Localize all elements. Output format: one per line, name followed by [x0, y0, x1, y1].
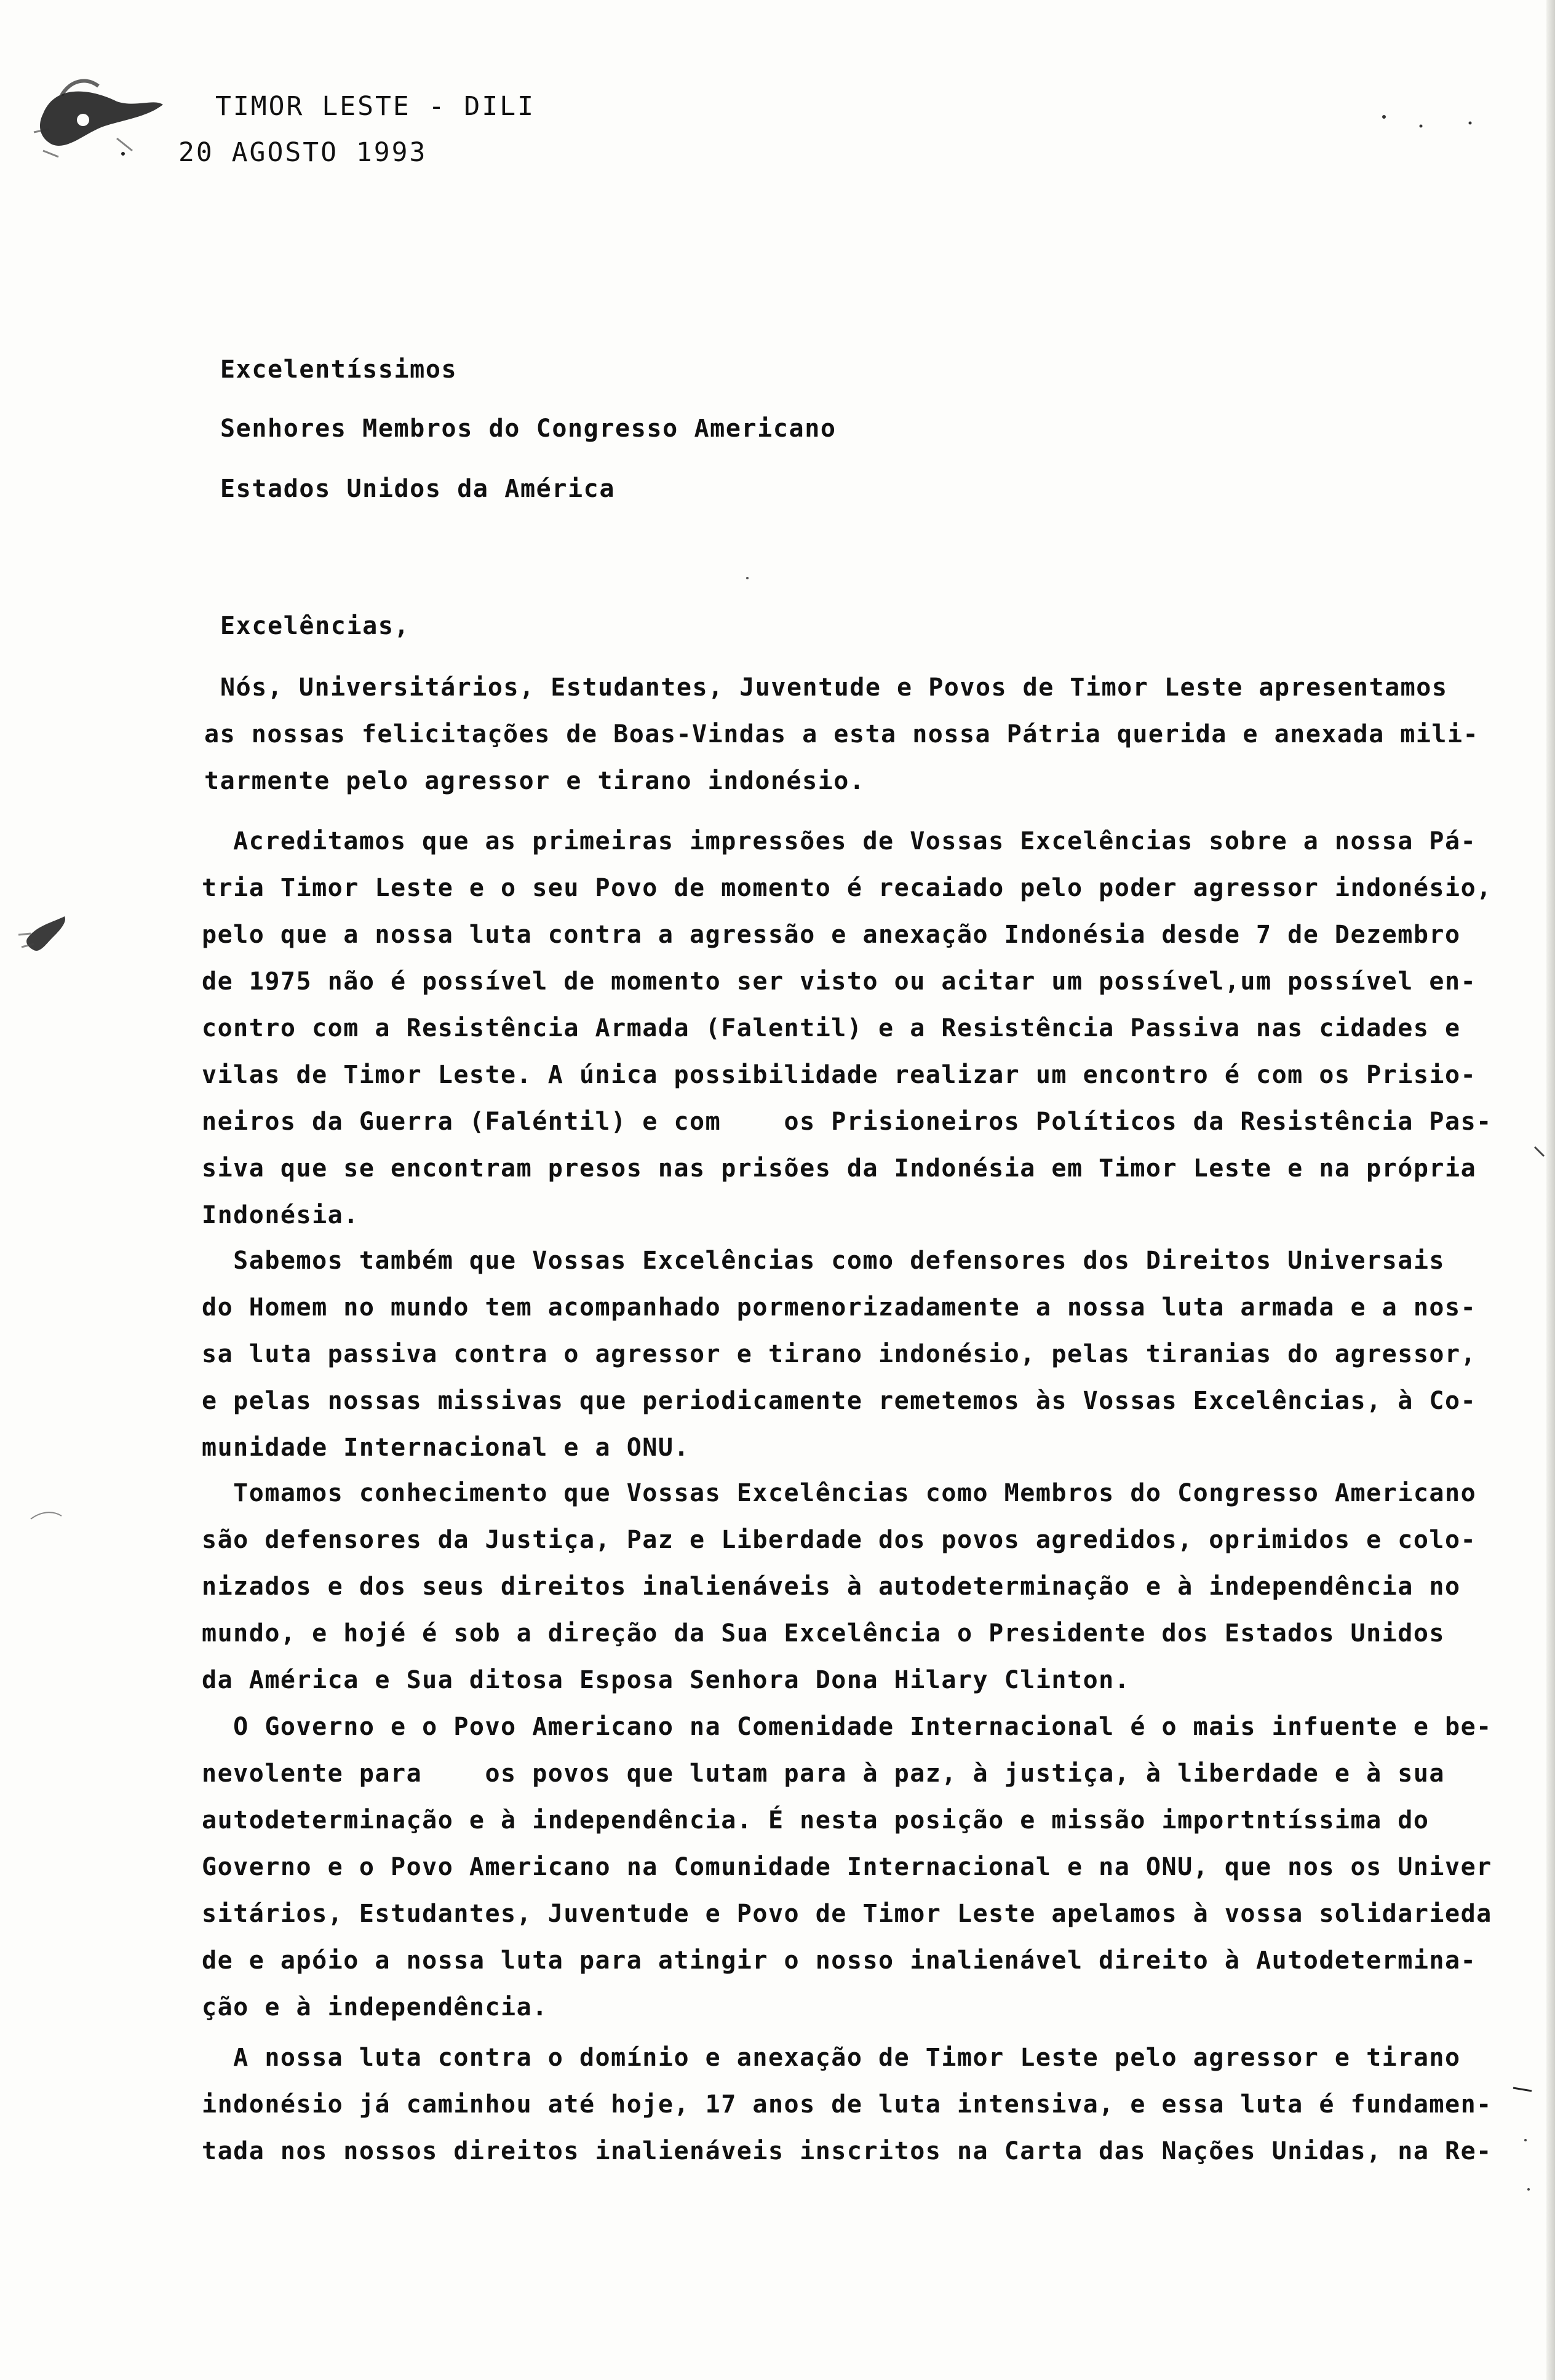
paragraph-4: [202, 1470, 1512, 1704]
paragraph-line: nevolente para os povos que lutam para à paz, à justiça, à liberdade e à sua: [202, 1759, 1445, 1788]
paragraph-line: mundo, e hojé é sob a direção da Sua Excelência o Presidente dos Estados Unidos: [202, 1619, 1445, 1648]
paragraph-line: O Governo e o Povo Americano na Comenidade Internacional é o mais infuente e be-: [202, 1713, 1492, 1741]
paragraph-1: [204, 664, 1530, 804]
paragraph-line: Governo e o Povo Americano na Comunidade Internacional e na ONU, que nos os Univer: [202, 1853, 1492, 1881]
address-line-1: Excelentíssimos: [220, 355, 458, 384]
paragraph-line: de e apóio a nossa luta para atingir o nosso inalienável direito à Autodetermina-: [202, 1946, 1477, 1975]
paragraph-line: pelo que a nossa luta contra a agressão e anexação Indonésia desde 7 de Dezembro: [202, 921, 1461, 949]
paragraph-line: indonésio já caminhou até hoje, 17 anos de luta intensiva, e essa luta é fundamen-: [202, 2090, 1492, 2119]
paragraph-line: munidade Internacional e a ONU.: [202, 1434, 690, 1462]
paragraph-line: contro com a Resistência Armada (Falentil) e a Resistência Passiva nas cidades e: [202, 1014, 1461, 1042]
paragraph-line: ção e à independência.: [202, 1993, 548, 2021]
paragraph-line: e pelas nossas missivas que periodicamente remetemos às Vossas Excelências, à Co-: [202, 1387, 1477, 1415]
paragraph-line: sa luta passiva contra o agressor e tirano indonésio, pelas tiranias do agressor,: [202, 1340, 1477, 1368]
paragraph-line: tria Timor Leste e o seu Povo de momento é recaiado pelo poder agressor indonésio,: [202, 874, 1492, 902]
paragraph-line: sitários, Estudantes, Juventude e Povo de Timor Leste apelamos à vossa solidarieda: [202, 1900, 1492, 1928]
paragraph-line: as nossas felicitações de Boas-Vindas a esta nossa Pátria querida e anexada mili-: [204, 720, 1479, 748]
paragraph-line: vilas de Timor Leste. A única possibilidade realizar um encontro é com os Prisio-: [202, 1061, 1477, 1089]
paragraph-line: Nós, Universitários, Estudantes, Juventude e Povos de Timor Leste apresentamos: [220, 673, 1448, 702]
page-edge-shadow: [1546, 0, 1555, 2380]
address-line-3: Estados Unidos da América: [220, 475, 616, 503]
paragraph-line: de 1975 não é possível de momento ser visto ou acitar um possível,um possível en-: [202, 967, 1477, 996]
paragraph-2: [202, 818, 1512, 1239]
paragraph-line: da América e Sua ditosa Esposa Senhora Dona Hilary Clinton.: [202, 1666, 1131, 1694]
paragraph-line: nizados e dos seus direitos inalienáveis à autodeterminação e à independência no: [202, 1573, 1461, 1601]
paragraph-line: autodeterminação e à independência. É nesta posição e missão importntíssima do: [202, 1806, 1430, 1835]
paragraph-3: [202, 1237, 1512, 1471]
paragraph-line: siva que se encontram presos nas prisões da Indonésia em Timor Leste e na própria: [202, 1154, 1477, 1183]
salutation: Excelências,: [220, 612, 410, 640]
header-date: 20 AGOSTO 1993: [178, 137, 428, 168]
paragraph-line: tada nos nossos direitos inalienáveis inscritos na Carta das Nações Unidas, na Re-: [202, 2137, 1492, 2165]
paragraph-line: são defensores da Justiça, Paz e Liberdade dos povos agredidos, oprimidos e colo-: [202, 1526, 1477, 1554]
paragraph-6: [202, 2034, 1512, 2175]
paragraph-5: [202, 1704, 1512, 2031]
ink-stamp-mark: [25, 58, 166, 163]
paragraph-line: Sabemos também que Vossas Excelências como defensores dos Direitos Universais: [202, 1247, 1445, 1275]
paragraph-line: Tomamos conhecimento que Vossas Excelências como Membros do Congresso Americano: [202, 1479, 1477, 1507]
ink-blot-mark: [15, 910, 83, 959]
header-place: TIMOR LESTE - DILI: [215, 91, 535, 122]
paragraph-line: Acreditamos que as primeiras impressões de Vossas Excelências sobre a nossa Pá-: [202, 827, 1477, 855]
paragraph-line: neiros da Guerra (Faléntil) e com os Prisioneiros Políticos da Resistência Pas-: [202, 1108, 1492, 1136]
paragraph-line: tarmente pelo agressor e tirano indonésio.: [204, 767, 865, 795]
paragraph-line: do Homem no mundo tem acompanhado pormenorizadamente a nossa luta armada e a nos-: [202, 1293, 1477, 1322]
paragraph-line: A nossa luta contra o domínio e anexação de Timor Leste pelo agressor e tirano: [202, 2044, 1461, 2072]
paragraph-line: Indonésia.: [202, 1201, 359, 1229]
address-line-2: Senhores Membros do Congresso Americano: [220, 415, 837, 443]
